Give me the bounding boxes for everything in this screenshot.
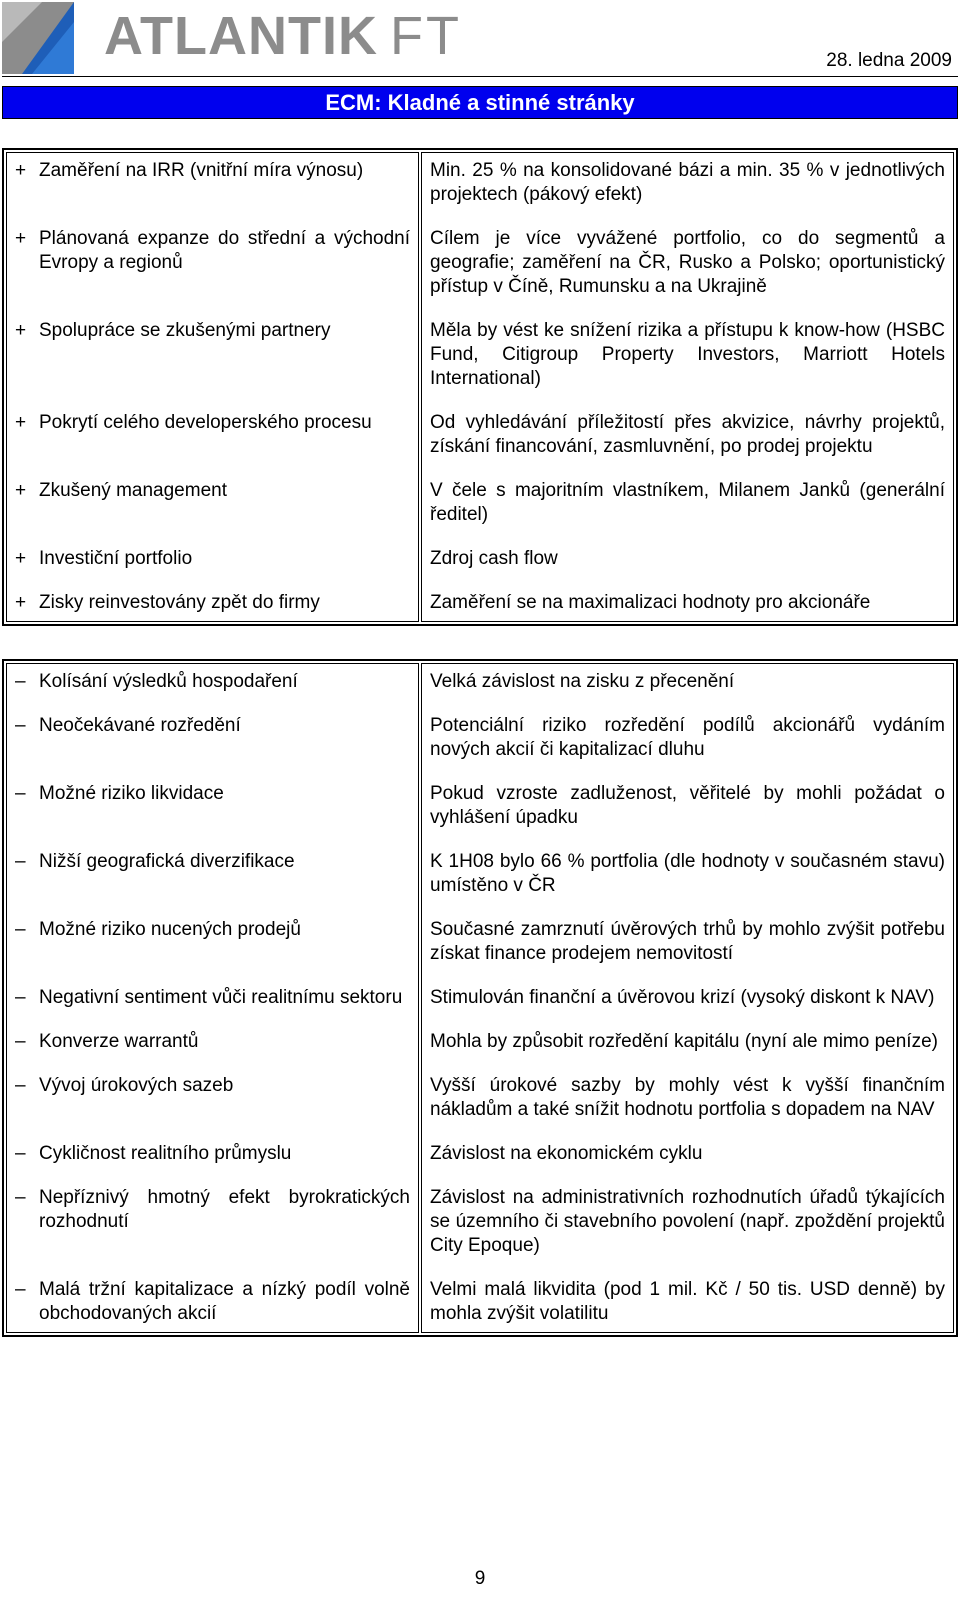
- weaknesses-item: [15, 850, 410, 898]
- plus-sign: +: [15, 412, 27, 433]
- weaknesses-detail: Stimulován finanční a úvěrovou krizí (vysoký diskont k NAV): [430, 987, 935, 1008]
- minus-sign: –: [15, 919, 26, 940]
- weaknesses-detail: Vyšší úrokové sazby by mohly vést k vyšší finančním nákladům a také snížit hodnotu portfolia s dopadem na NAV: [430, 1075, 945, 1120]
- weaknesses-detail: Pokud vzroste zadluženost, věřitelé by mohli požádat o vyhlášení úpadku: [430, 783, 945, 828]
- plus-sign: +: [15, 160, 27, 181]
- weaknesses-item: [15, 986, 410, 1010]
- weaknesses-detail: Mohla by způsobit rozředění kapitálu (nyní ale mimo peníze): [430, 1031, 938, 1052]
- minus-sign: –: [15, 1031, 26, 1052]
- strengths-table: [2, 148, 958, 626]
- header-divider: [2, 76, 958, 77]
- strengths-labels-cell: [6, 152, 419, 622]
- weaknesses-item: [15, 918, 410, 966]
- strengths-item: [15, 591, 410, 615]
- strengths-details-cell: [421, 152, 954, 622]
- minus-sign: –: [15, 987, 26, 1008]
- weaknesses-label: Malá tržní kapitalizace a nízký podíl volně obchodovaných akcií: [39, 1279, 410, 1324]
- strengths-item: [15, 547, 410, 571]
- weaknesses-detail: Velká závislost na zisku z přecenění: [430, 671, 735, 692]
- strengths-label: Pokrytí celého developerského procesu: [39, 412, 372, 433]
- strengths-detail: Od vyhledávání příležitostí přes akvizice, návrhy projektů, získání financování, zasmluvnění, po prodej projektu: [430, 412, 945, 457]
- strengths-item: [15, 319, 410, 391]
- weaknesses-label: Nižší geografická diverzifikace: [39, 851, 295, 872]
- weaknesses-label: Negativní sentiment vůči realitnímu sektoru: [39, 987, 403, 1008]
- page-title: ECM: Kladné a stinné stránky: [2, 86, 958, 119]
- strengths-label: Zisky reinvestovány zpět do firmy: [39, 592, 320, 613]
- plus-sign: +: [15, 548, 27, 569]
- weaknesses-detail: Závislost na ekonomickém cyklu: [430, 1143, 703, 1164]
- strengths-detail: Zdroj cash flow: [430, 548, 558, 569]
- plus-sign: +: [15, 228, 27, 249]
- strengths-detail: Min. 25 % na konsolidované bázi a min. 35 % v jednotlivých projektech (pákový efekt): [430, 160, 945, 205]
- minus-sign: –: [15, 671, 26, 692]
- weaknesses-label: Konverze warrantů: [39, 1031, 199, 1052]
- weaknesses-item: [15, 1030, 410, 1054]
- strengths-item: [15, 411, 410, 459]
- minus-sign: –: [15, 1279, 26, 1300]
- weaknesses-item: [15, 1186, 410, 1258]
- strengths-label: Zaměření na IRR (vnitřní míra výnosu): [39, 160, 364, 181]
- weaknesses-detail: Potenciální riziko rozředění podílů akcionářů vydáním nových akcií či kapitalizací dluhu: [430, 715, 945, 760]
- brand-logotype: ATLANTIK FT: [104, 6, 462, 66]
- strengths-detail: V čele s majoritním vlastníkem, Milanem Janků (generální ředitel): [430, 480, 945, 525]
- minus-sign: –: [15, 783, 26, 804]
- minus-sign: –: [15, 1187, 26, 1208]
- weaknesses-label: Neočekávané rozředění: [39, 715, 241, 736]
- weaknesses-table: [2, 659, 958, 1337]
- weaknesses-item: [15, 782, 410, 830]
- page-number: 9: [474, 1568, 486, 1589]
- weaknesses-label: Nepříznivý hmotný efekt byrokratických rozhodnutí: [39, 1187, 410, 1232]
- weaknesses-detail: Současné zamrznutí úvěrových trhů by mohlo zvýšit potřebu získat finance prodejem nemovitostí: [430, 919, 945, 964]
- weaknesses-item: [15, 714, 410, 762]
- weaknesses-details-cell: [421, 663, 954, 1333]
- strengths-item: [15, 227, 410, 299]
- strengths-label: Investiční portfolio: [39, 548, 193, 569]
- minus-sign: –: [15, 1143, 26, 1164]
- strengths-item: [15, 479, 410, 527]
- weaknesses-detail: K 1H08 bylo 66 % portfolia (dle hodnoty v současném stavu) umístěno v ČR: [430, 851, 945, 896]
- weaknesses-label: Možné riziko likvidace: [39, 783, 224, 804]
- weaknesses-item: [15, 1278, 410, 1326]
- weaknesses-item: [15, 1074, 410, 1122]
- strengths-item: [15, 159, 410, 207]
- weaknesses-item: [15, 1142, 410, 1166]
- weaknesses-item: [15, 670, 410, 694]
- strengths-detail: Měla by vést ke snížení rizika a přístupu k know-how (HSBC Fund, Citigroup Property Investors, Marriott Hotels International): [430, 320, 945, 389]
- plus-sign: +: [15, 592, 27, 613]
- document-date: 28. ledna 2009: [826, 50, 952, 71]
- weaknesses-label: Cykličnost realitního průmyslu: [39, 1143, 292, 1164]
- strengths-label: Zkušený management: [39, 480, 227, 501]
- weaknesses-labels-cell: [6, 663, 419, 1333]
- weaknesses-label: Vývoj úrokových sazeb: [39, 1075, 234, 1096]
- atlantik-logo-icon: [2, 2, 74, 74]
- strengths-label: Spolupráce se zkušenými partnery: [39, 320, 331, 341]
- strengths-detail: Zaměření se na maximalizaci hodnoty pro akcionáře: [430, 592, 871, 613]
- plus-sign: +: [15, 320, 27, 341]
- minus-sign: –: [15, 1075, 26, 1096]
- strengths-detail: Cílem je více vyvážené portfolio, co do segmentů a geografie; zaměření na ČR, Rusko a Polsko; oportunistický přístup v Číně, Rumunsku a na Ukrajině: [430, 228, 945, 297]
- strengths-label: Plánovaná expanze do střední a východní Evropy a regionů: [39, 228, 410, 273]
- plus-sign: +: [15, 480, 27, 501]
- minus-sign: –: [15, 715, 26, 736]
- weaknesses-label: Možné riziko nucených prodejů: [39, 919, 301, 940]
- minus-sign: –: [15, 851, 26, 872]
- weaknesses-label: Kolísání výsledků hospodaření: [39, 671, 298, 692]
- page-header: [0, 0, 960, 80]
- weaknesses-detail: Velmi malá likvidita (pod 1 mil. Kč / 50 tis. USD denně) by mohla zvýšit volatilitu: [430, 1279, 945, 1324]
- weaknesses-detail: Závislost na administrativních rozhodnutích úřadů týkajících se územního či stavebního povolení (např. zpoždění projektů City Epoque): [430, 1187, 945, 1256]
